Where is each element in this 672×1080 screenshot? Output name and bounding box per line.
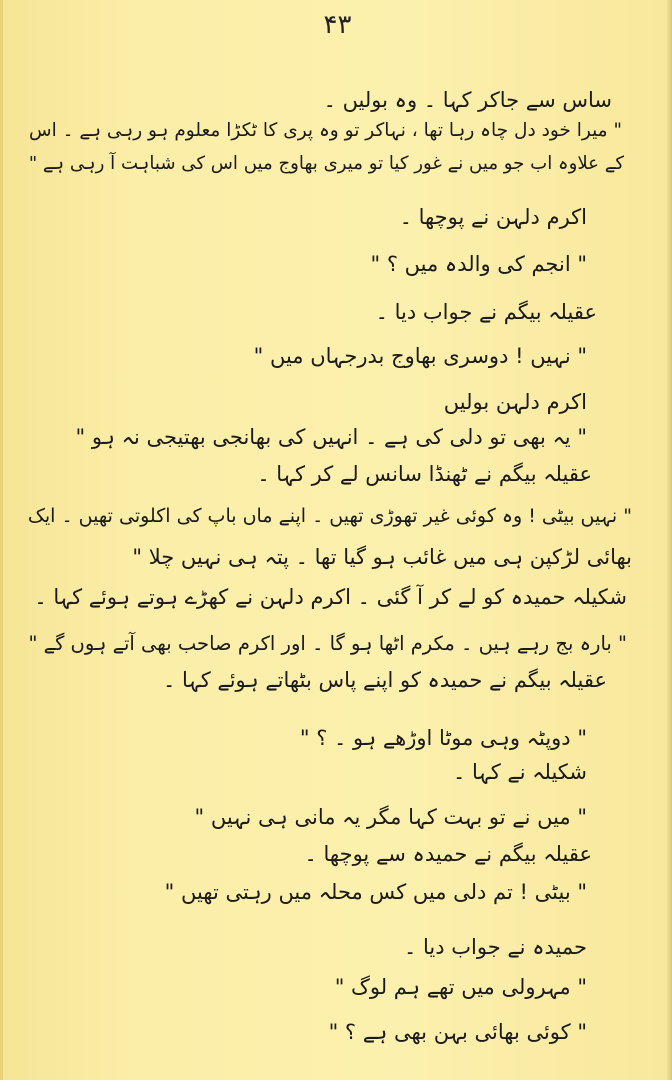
text-line-17: شکیلہ نے کہا ۔	[453, 760, 587, 784]
text-line-11: " نہیں بیٹی ! وہ کوئی غیر تھوڑی تھیں ۔ اپنے ماں باپ کی اکلوتی تھیں ۔ ایک	[27, 505, 632, 527]
text-line-5: " انجم کی والدہ میں ؟ "	[370, 252, 587, 276]
text-line-19: عقیلہ بیگم نے حمیدہ سے پوچھا ۔	[304, 842, 592, 866]
text-line-3: کے علاوہ اب جو میں نے غور کیا تو میری بھاوج میں اس کی شباہت آ رہی ہے "	[28, 153, 624, 174]
text-line-21: حمیدہ نے جواب دیا ۔	[404, 935, 587, 959]
text-line-16: " دوپٹہ وہی موٹا اوڑھے ہو ۔ ؟ "	[299, 726, 587, 750]
text-line-15: عقیلہ بیگم نے حمیدہ کو اپنے پاس بٹھاتے ہوئے کہا ۔	[163, 668, 607, 692]
text-line-10: عقیلہ بیگم نے ٹھنڈا سانس لے کر کہا ۔	[257, 462, 592, 486]
text-line-6: عقیلہ بیگم نے جواب دیا ۔	[375, 300, 597, 324]
text-line-1: ساس سے جاکر کہا ۔ وہ بولیں ۔	[323, 88, 612, 112]
text-line-22: " مہرولی میں تھے ہم لوگ "	[334, 975, 587, 999]
text-line-8: اکرم دلہن بولیں	[443, 390, 587, 414]
text-line-18: " میں نے تو بہت کہا مگر یہ مانی ہی نہیں "	[194, 805, 587, 829]
text-line-13: شکیلہ حمیدہ کو لے کر آ گئی ۔ اکرم دلہن نے کھڑے ہوتے ہوئے کہا ۔	[34, 585, 627, 609]
text-line-2: " میرا خود دل چاہ رہا تھا ، نہاکر تو وہ پری کا ٹکڑا معلوم ہو رہی ہے ۔ اس	[28, 120, 622, 141]
page-number: ۴۳	[323, 10, 352, 40]
text-line-20: " بیٹی ! تم دلی میں کس محلہ میں رہتی تھیں "	[164, 880, 587, 904]
text-line-12: بھائی لڑکپن ہی میں غائب ہو گیا تھا ۔ پتہ ہی نہیں چلا "	[132, 545, 632, 569]
text-line-7: " نہیں ! دوسری بھاوج بدرجہاں میں "	[253, 344, 587, 368]
text-line-9: " یہ بھی تو دلی کی ہے ۔ انہیں کی بھانجی بھتیجی نہ ہو "	[75, 425, 587, 449]
text-line-4: اکرم دلہن نے پوچھا ۔	[399, 205, 587, 229]
page-edge-shadow	[666, 0, 672, 1080]
text-line-14: " بارہ بج رہے ہیں ۔ مکرم اٹھا ہو گا ۔ اور اکرم صاحب بھی آتے ہوں گے "	[28, 632, 627, 655]
text-line-23: " کوئی بھائی بہن بھی ہے ؟ "	[328, 1020, 587, 1044]
